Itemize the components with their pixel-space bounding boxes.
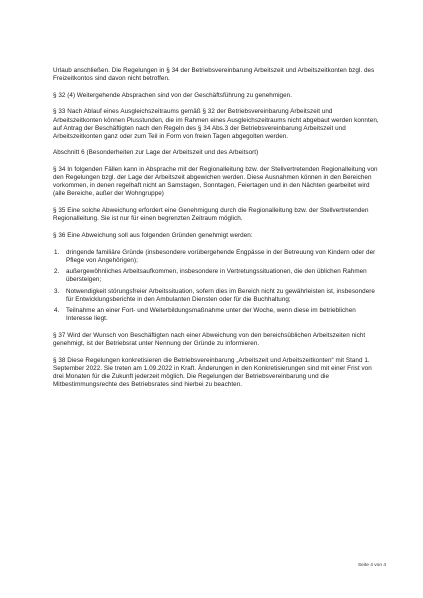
paragraph: § 37 Wird der Wunsch von Beschäftigten nach einer Abweichung von den bereichsüblichen Arbeitszeiten nicht genehmigt, ist der Betriebsrat unter Nennung der Gründe zu informieren. xyxy=(53,332,366,348)
list-item-text: Notwendigkeit störungsfreier Arbeitssituation, sofern dies im Bereich nicht zu gewährleisten ist, insbesondere für Entwicklungsberichte in den Ambulanten Diensten oder für die Buchhaltung; xyxy=(66,287,375,303)
list-item-number: 1. xyxy=(54,248,60,256)
list-item xyxy=(53,288,383,304)
paragraph: § 36 Eine Abweichung soll aus folgenden Gründen genehmigt werden: xyxy=(53,231,253,239)
list-item xyxy=(53,268,383,284)
page-number: Seite 4 von 4 xyxy=(357,563,386,568)
document-body xyxy=(53,67,383,398)
section-heading: Abschnitt 6 (Besonderheiten zur Lage der Arbeitszeit und des Arbeitsort) xyxy=(53,149,259,157)
list-item-text: außergewöhnliches Arbeitsaufkommen, insbesondere in Vertretungssituationen, die den üblichen Rahmen übersteigen; xyxy=(66,268,367,284)
numbered-list xyxy=(53,249,383,324)
paragraph: § 38 Diese Regelungen konkretisieren die Betriebsvereinbarung „Arbeitszeit und Arbeitszeitkonten“ mit Stand 1. September 2022. Sie treten am 1.09.2022 in Kraft. Änderungen in den Konkretisierungen sind mit einer Frist von drei Monaten für die Zukunft jederzeit möglich. Die Regelungen der Betriebsvereinbarung und die Mitbestimmungsrechte des Betriebsrates sind hierbei zu beachten. xyxy=(53,356,372,389)
list-item-text: dringende familiäre Gründe (insbesondere vorübergehende Engpässe in der Betreuung von Kindern oder der Pflege von Angehörigen); xyxy=(66,248,376,264)
paragraph: § 33 Nach Ablauf eines Ausgleichszeitraums gemäß § 32 der Betriebsvereinbarung Arbeitszeit und Arbeitszeitkonten können Plusstunden, die im Rahmen eines Ausgleichszeitraums nicht abgebaut werden konnten, auf Antrag der Beschäftigten nach den Regeln des § 34 Abs.3 der Betriebsvereinbarung Arbeitszeit und Arbeitszeitkonten ganz oder zum Teil in Form von freien Tagen abgegolten werden. xyxy=(53,108,379,140)
list-item-number: 4. xyxy=(54,307,60,315)
list-item-number: 3. xyxy=(54,287,60,295)
list-item xyxy=(53,249,383,265)
paragraph: § 35 Eine solche Abweichung erfordert eine Genehmigung durch die Regionalleitung bzw. der Stellvertretenden Regionalleitung. Sie ist nur für einen begrenzten Zeitraum möglich. xyxy=(53,207,369,223)
paragraph: § 32 (4) Weitergehende Absprachen sind von der Geschäftsführung zu genehmigen. xyxy=(53,91,293,99)
paragraph: Urlaub anschließen. Die Regelungen in § 34 der Betriebsvereinbarung Arbeitszeit und Arbeitszeitkonten bzgl. des Freizeitkontos sind davon nicht betroffen. xyxy=(53,67,375,83)
list-item-text: Teilnahme an einer Fort- und Weiterbildungsmaßnahme unter der Woche, wenn diese im betrieblichen Interesse liegt. xyxy=(66,307,356,323)
list-item-number: 2. xyxy=(54,268,60,276)
paragraph: § 34 In folgenden Fällen kann in Absprache mit der Regionalleitung bzw. der Stellvertretenden Regionalleitung von den Regelungen bzgl. der Lage der Arbeitszeit abgewichen werden. Diese Ausnahmen können in den Bereichen vorkommen, in denen regelhaft nicht an Samstagen, Sonntagen, Feiertagen und in den Nächten gearbeitet wird (alle Bereiche, außer der Wohngruppe) xyxy=(53,166,378,198)
list-item xyxy=(53,307,383,323)
